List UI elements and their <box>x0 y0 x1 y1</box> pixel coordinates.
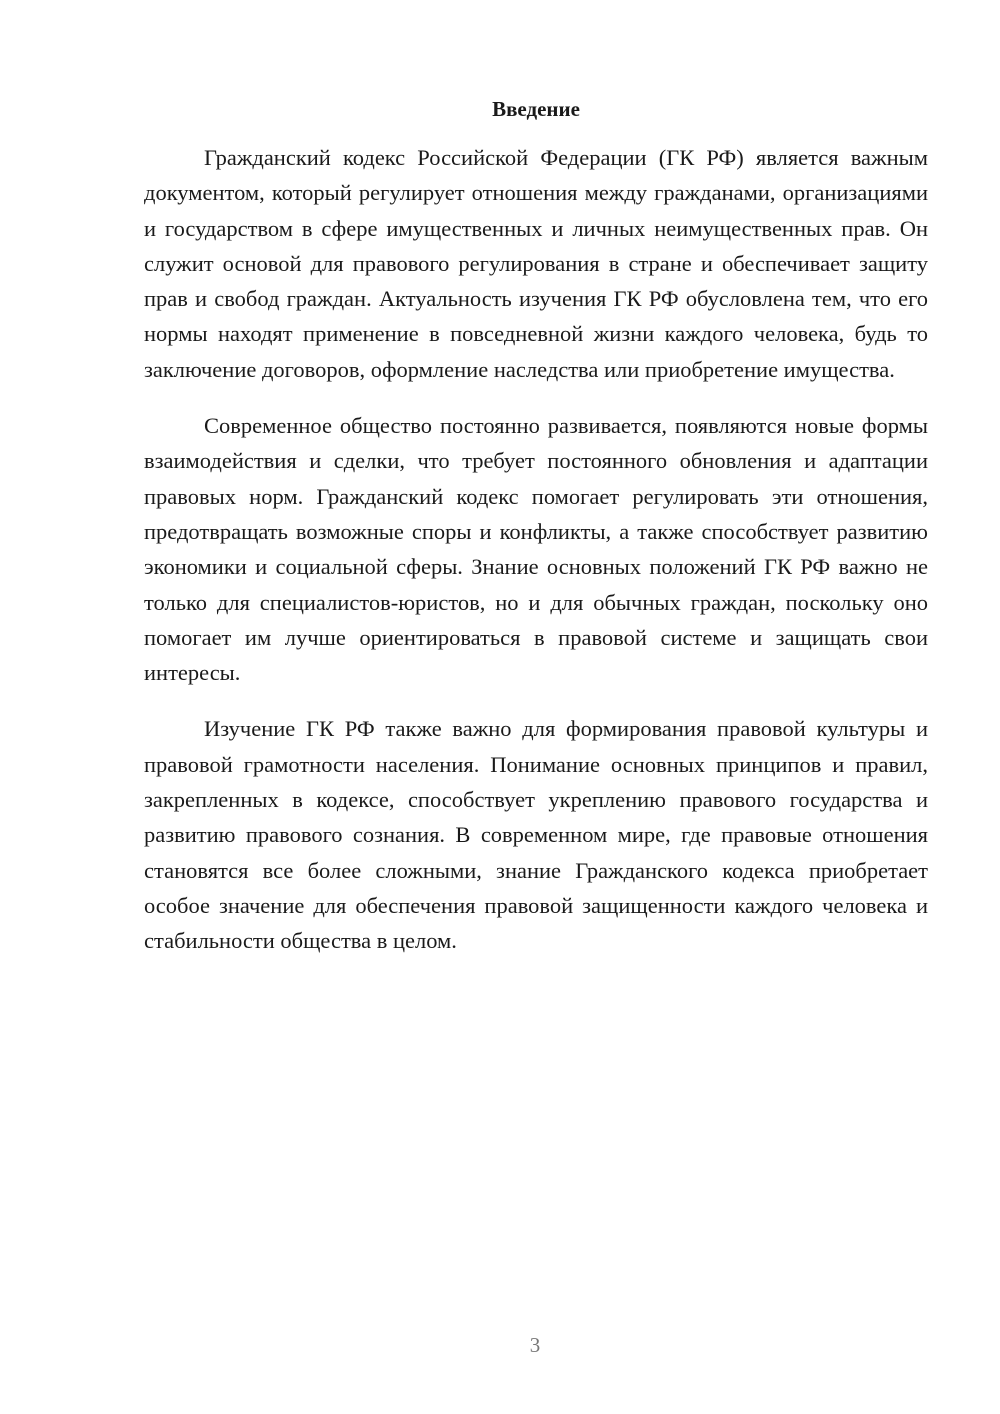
page-content <box>144 92 928 980</box>
paragraph-2: Современное общество постоянно развивается, появляются новые формы взаимодействия и сделки, что требует постоянного обновления и адаптации правовых норм. Гражданский кодекс помогает регулировать эти отношения, предотвращать возможные споры и конфликты, а также способствует развитию экономики и социальной сферы. Знание основных положений ГК РФ важно не только для специалистов-юристов, но и для обычных граждан, поскольку оно помогает им лучше ориентироваться в правовой системе и защищать свои интересы. <box>144 413 928 686</box>
section-title: Введение <box>492 97 580 121</box>
page-number: 3 <box>529 1333 541 1357</box>
paragraph-3: Изучение ГК РФ также важно для формирования правовой культуры и правовой грамотности населения. Понимание основных принципов и правил, закрепленных в кодексе, способствует укреплению правового государства и развитию правового сознания. В современном мире, где правовые отношения становятся все более сложными, знание Гражданского кодекса приобретает особое значение для обеспечения правовой защищенности каждого человека и стабильности общества в целом. <box>144 716 928 954</box>
paragraph-1: Гражданский кодекс Российской Федерации (ГК РФ) является важным документом, который регулирует отношения между гражданами, организациями и государством в сфере имущественных и личных неимущественных прав. Он служит основой для правового регулирования в стране и обеспечивает защиту прав и свобод граждан. Актуальность изучения ГК РФ обусловлена тем, что его нормы находят применение в повседневной жизни каждого человека, будь то заключение договоров, оформление наследства или приобретение имущества. <box>144 145 928 382</box>
